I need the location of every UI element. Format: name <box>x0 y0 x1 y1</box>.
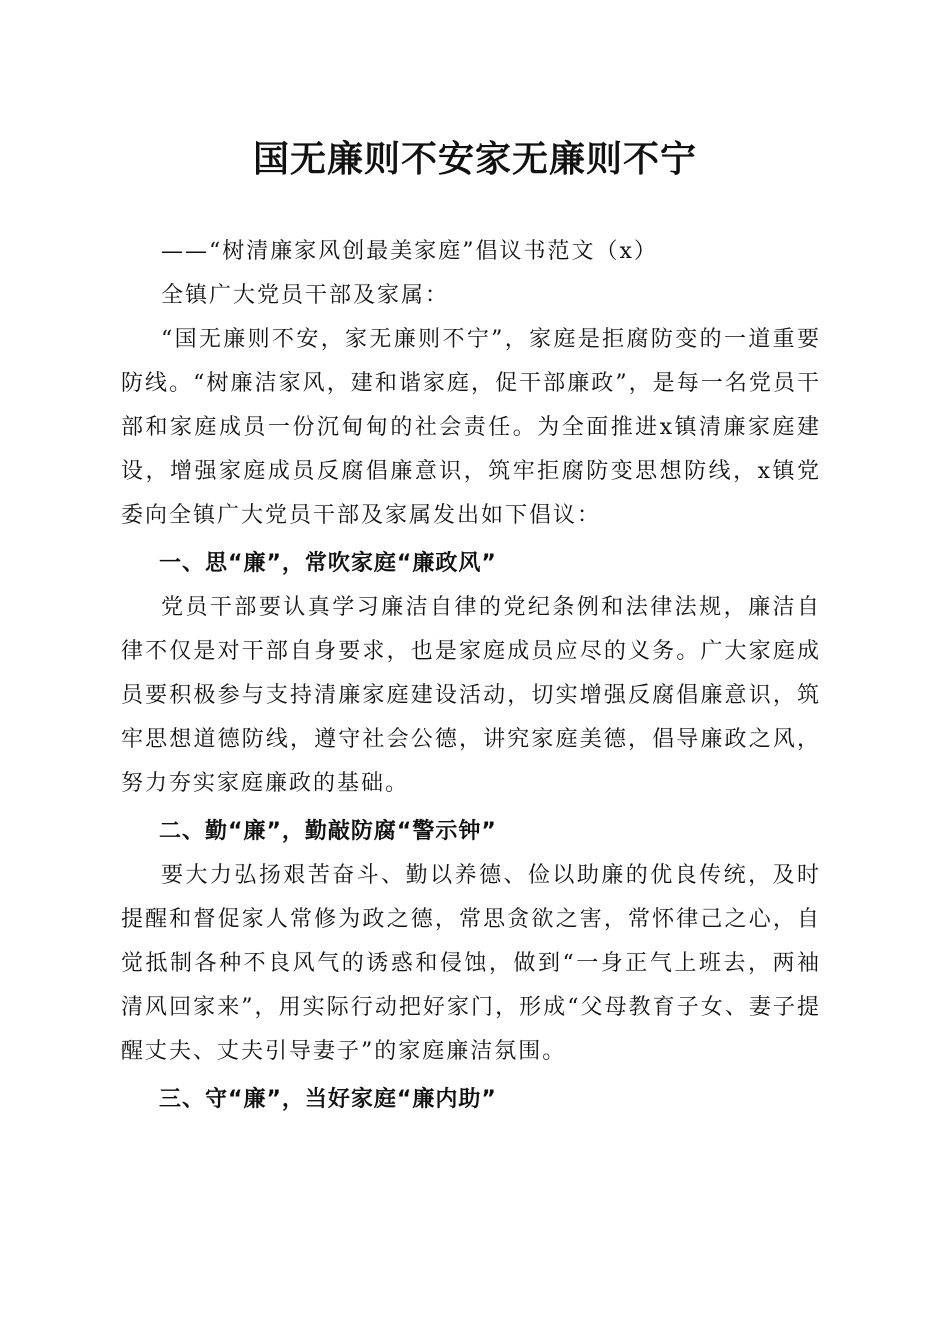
section-heading: 三、守“廉”，当好家庭“廉内助” <box>159 1087 497 1112</box>
salutation: 全镇广大党员干部及家属： <box>161 283 450 308</box>
intro-paragraph: “国无廉则不安，家无廉则不宁”，家庭是拒腐防变的一道重要防线。“树廉洁家风，建和谐家庭，促干部廉政”，是每一名党员干部和家庭成员一份沉甸甸的社会责任。为全面推进x镇清廉家庭建设，增强家庭成员反腐倡廉意识，筑牢拒腐防变思想防线，x镇党委向全镇广大党员干部及家属发出如下倡议： <box>121 327 821 528</box>
section-paragraph: 党员干部要认真学习廉洁自律的党纪条例和法律法规，廉洁自律不仅是对干部自身要求，也是家庭成员应尽的义务。广大家庭成员要积极参与支持清廉家庭建设活动，切实增强反腐倡廉意识，筑牢思想道德防线，遵守社会公德，讲究家庭美德，倡导廉政之风，努力夯实家庭廉政的基础。 <box>121 595 821 796</box>
document-body <box>121 230 821 1122</box>
document-subtitle: ——“树清廉家风创最美家庭”倡议书范文（x） <box>161 239 658 264</box>
section-paragraph: 要大力弘扬艰苦奋斗、勤以养德、俭以助廉的优良传统，及时提醒和督促家人常修为政之德，常思贪欲之害，常怀律己之心，自觉抵制各种不良风气的诱惑和侵蚀，做到“一身正气上班去，两袖清风回家来”，用实际行动把好家门，形成“父母教育子女、妻子提醒丈夫、丈夫引导妻子”的家庭廉洁氛围。 <box>121 863 821 1064</box>
section-heading: 二、勤“廉”，勤敲防腐“警示钟” <box>159 819 497 844</box>
document-title: 国无廉则不安家无廉则不宁 <box>252 138 697 180</box>
section-heading: 一、思“廉”，常吹家庭“廉政风” <box>159 551 497 576</box>
